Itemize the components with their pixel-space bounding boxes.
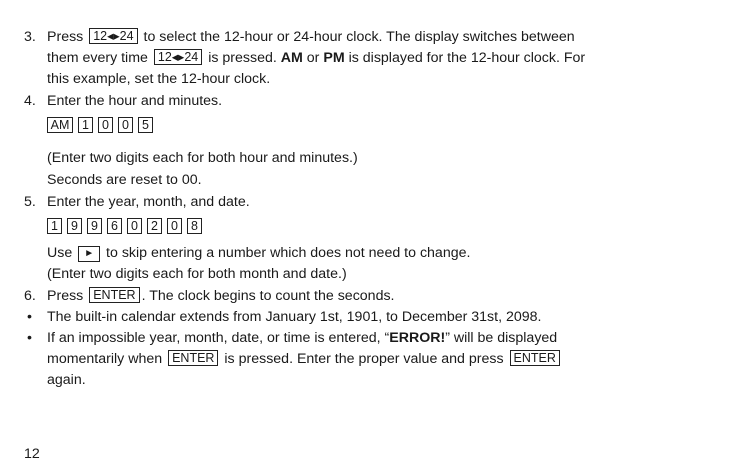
- step-4-note-2: Seconds are reset to 00.: [47, 172, 202, 188]
- enter-key: ENTER: [510, 350, 560, 366]
- step-4-number: 4.: [24, 93, 36, 109]
- text: them every time: [47, 50, 148, 66]
- step-5-use-line: [47, 243, 470, 263]
- enter-key: ENTER: [89, 287, 139, 303]
- digit-key: 2: [147, 218, 162, 234]
- step-3-line-1: [47, 27, 575, 47]
- enter-key: ENTER: [168, 350, 218, 366]
- digit-key: 1: [47, 218, 62, 234]
- right-arrow-key-icon: ►: [78, 246, 100, 262]
- text: is pressed. Enter the proper value and press: [224, 351, 504, 367]
- step-5-number: 5.: [24, 194, 36, 210]
- text: Press: [47, 29, 84, 45]
- step-6-number: 6.: [24, 288, 36, 304]
- text: to select the 12-hour or 24-hour clock. The display switches between: [143, 29, 575, 45]
- bullet-1-text: The built-in calendar extends from January 1st, 1901, to December 31st, 2098.: [47, 309, 542, 325]
- digit-key: 9: [87, 218, 102, 234]
- text: is displayed for the 12-hour clock. For: [348, 50, 586, 66]
- step-3-line-2: [47, 48, 585, 68]
- text: is pressed.: [208, 50, 277, 66]
- bullet-2-line-3: again.: [47, 372, 86, 388]
- text: . The clock begins to count the seconds.: [141, 288, 395, 304]
- bullet-1-mark: •: [27, 309, 32, 325]
- bullet-2-line-1: [47, 328, 557, 348]
- digit-key: 0: [167, 218, 182, 234]
- digit-key: 0: [98, 117, 113, 133]
- step-5-note: (Enter two digits each for both month and date.): [47, 266, 347, 282]
- bullet-2-mark: •: [27, 330, 32, 346]
- digit-key: 5: [138, 117, 153, 133]
- text: ” will be displayed: [445, 330, 558, 346]
- digit-key: 1: [78, 117, 93, 133]
- text: momentarily when: [47, 351, 163, 367]
- am-key: AM: [47, 117, 73, 133]
- digit-key: 0: [118, 117, 133, 133]
- step-6-text: [47, 286, 395, 306]
- step-4-text: Enter the hour and minutes.: [47, 93, 223, 109]
- hour-minute-key-sequence: [47, 117, 158, 133]
- date-key-sequence: [47, 218, 207, 234]
- text: If an impossible year, month, date, or time is entered, “: [47, 330, 390, 346]
- step-5-text: Enter the year, month, and date.: [47, 194, 250, 210]
- text: to skip entering a number which does not need to change.: [106, 245, 471, 261]
- digit-key: 0: [127, 218, 142, 234]
- page-number: 12: [24, 446, 40, 462]
- text: or: [306, 50, 320, 66]
- digit-key: 9: [67, 218, 82, 234]
- step-3-number: 3.: [24, 29, 36, 45]
- 12-24-key: 12◂▸24: [154, 49, 202, 65]
- 12-24-key: 12◂▸24: [89, 28, 137, 44]
- error-label: ERROR!: [389, 330, 446, 346]
- am-label: AM: [280, 50, 303, 66]
- step-4-note-1: (Enter two digits each for both hour and minutes.): [47, 150, 358, 166]
- text: Use: [47, 245, 73, 261]
- digit-key: 8: [187, 218, 202, 234]
- bullet-2-line-2: [47, 349, 562, 369]
- pm-label: PM: [323, 50, 345, 66]
- step-3-line-3: this example, set the 12-hour clock.: [47, 71, 271, 87]
- digit-key: 6: [107, 218, 122, 234]
- text: Press: [47, 288, 84, 304]
